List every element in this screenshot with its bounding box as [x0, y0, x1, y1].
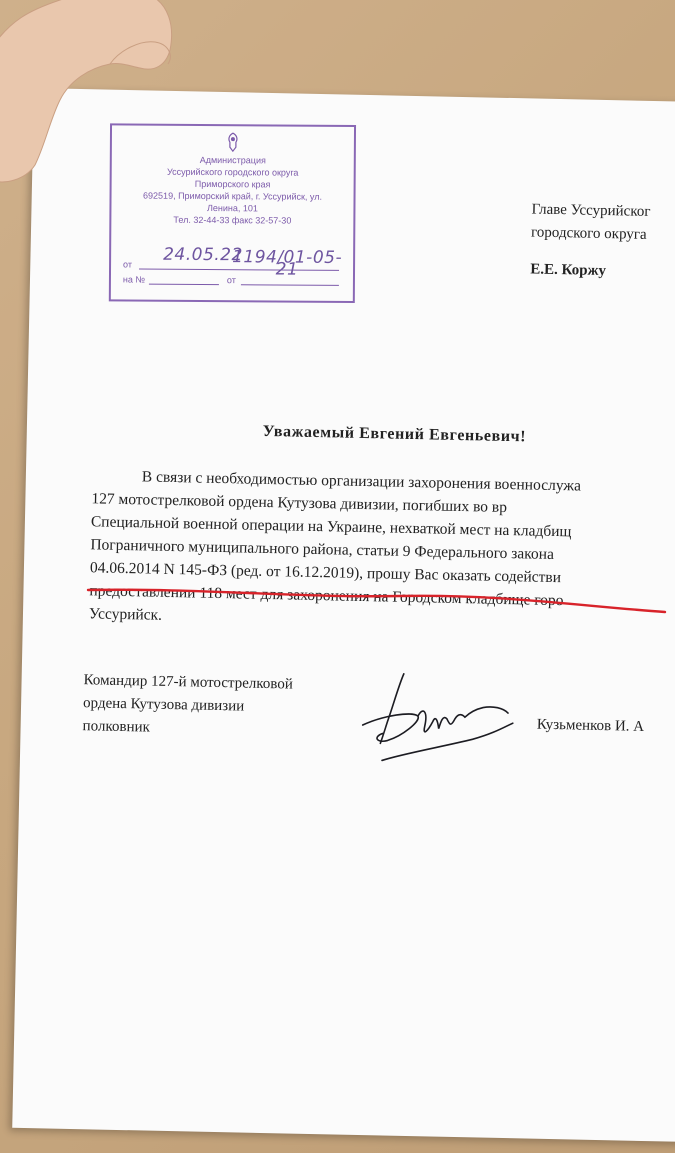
stamp-line: Ленина, 101: [206, 203, 258, 214]
body-line: Специальной военной операции на Украине, нехваткой мест на кладбищ: [90, 513, 572, 541]
addressee-line: Главе Уссурийског: [531, 201, 651, 220]
stamp-line: Приморского края: [194, 178, 271, 190]
addressee-name: Е.Е. Коржу: [530, 261, 607, 280]
letter-body: [89, 464, 675, 638]
greeting: Уважаемый Евгений Евгеньевич!: [262, 422, 527, 446]
stamp-line: Уссурийского городского округа: [166, 166, 299, 178]
signer-name: Кузьменков И. А: [536, 716, 645, 735]
handwritten-date: 24.05.22: [163, 244, 243, 266]
stamp-to-underline: [149, 284, 219, 285]
addressee-block: [530, 198, 651, 283]
stamp-line: 692519, Приморский край, г. Уссурийск, ул.: [143, 190, 323, 202]
body-line: В связи с необходимостью организации захоронения военнослужа: [141, 468, 582, 495]
signer-title-line: ордена Кутузова дивизии: [82, 695, 245, 715]
signer-rank: полковник: [82, 718, 151, 736]
body-line: 04.06.2014 N 145-ФЗ (ред. от 16.12.2019), прошу Вас оказать содействи: [89, 559, 562, 587]
stamp-from-label: от: [123, 259, 133, 270]
body-line: 127 мотострелковой ордена Кутузова дивизии, погибших во вр: [91, 490, 508, 516]
handwritten-number: 1194/01-05-21: [232, 247, 343, 280]
handwritten-signature: [342, 665, 524, 779]
signature-block: [82, 669, 293, 742]
signer-title-line: Командир 127-й мотострелковой: [83, 672, 294, 693]
document-page: [12, 88, 675, 1142]
stamp-to-label: на №: [122, 274, 146, 285]
hand-holding-paper: [0, 0, 190, 190]
stamp-line: Тел. 32-44-33 факс 32-57-30: [173, 214, 292, 226]
addressee-line: городского округа: [530, 224, 647, 243]
body-line: Уссурийск.: [88, 605, 163, 624]
stamp-to-from-underline: [241, 284, 339, 286]
body-line: предоставлении 118 мест для захоронения на Городском кладбище горо: [89, 582, 564, 610]
stamp-to-from-label: от: [226, 275, 236, 286]
stamp-line: Администрация: [199, 154, 266, 166]
body-line: Пограничного муниципального района, статьи 9 Федерального закона: [90, 536, 555, 563]
coat-of-arms-icon: [226, 132, 240, 152]
